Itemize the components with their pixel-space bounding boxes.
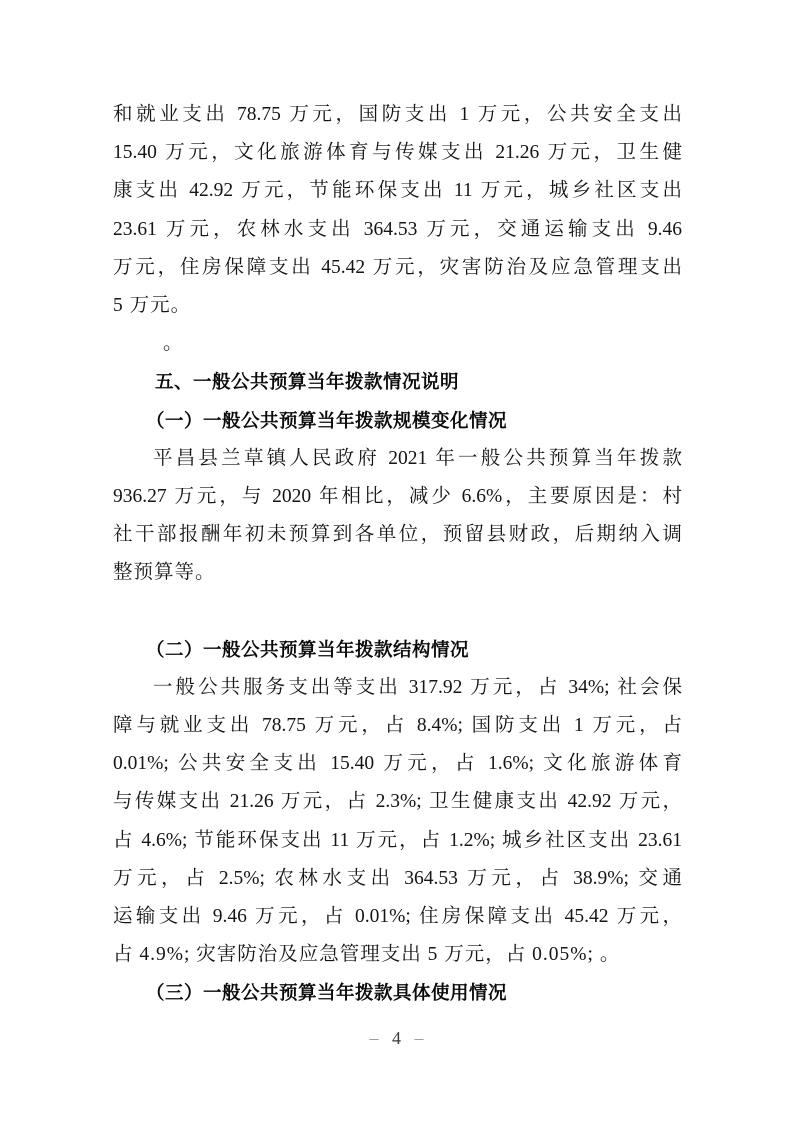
section-heading-5: 五、一般公共预算当年拨款情况说明: [155, 371, 460, 393]
subsection-heading-3: （三）一般公共预算当年拨款具体使用情况: [146, 982, 508, 1004]
text-line: 一般公共服务支出等支出 317.92 万元，占 34%; 社会保: [153, 676, 682, 698]
page-number-value: 4: [392, 1028, 401, 1048]
text-line: 占 4.9%; 灾害防治及应急管理支出 5 万元，占 0.05%; 。: [113, 944, 621, 966]
subsection-heading-2: （二）一般公共预算当年拨款结构情况: [146, 638, 470, 660]
text-line: 万元，占 2.5%; 农林水支出 364.53 万元，占 38.9%; 交通: [113, 867, 682, 889]
text-line: 万元，住房保障支出 45.42 万元，灾害防治及应急管理支出: [113, 256, 682, 278]
text-line: 936.27 万元，与 2020 年相比，减少 6.6%，主要原因是：村: [113, 485, 682, 507]
text-line: 整预算等。: [113, 562, 216, 584]
text-line: 平昌县兰草镇人民政府 2021 年一般公共预算当年拨款: [153, 447, 682, 469]
text-line: 和就业支出 78.75 万元，国防支出 1 万元，公共安全支出: [113, 104, 682, 125]
page-number: [0, 1026, 793, 1050]
subsection-heading-1: （一）一般公共预算当年拨款规模变化情况: [146, 409, 508, 431]
text-line: 社干部报酬年初未预算到各单位，预留县财政，后期纳入调: [113, 524, 682, 546]
text-line: 康支出 42.92 万元，节能环保支出 11 万元，城乡社区支出: [113, 180, 682, 202]
text-line: 0.01%; 公共安全支出 15.40 万元，占 1.6%; 文化旅游体育: [113, 753, 682, 775]
text-line: 与传媒支出 21.26 万元，占 2.3%; 卫生健康支出 42.92 万元，: [113, 791, 682, 813]
text-line: 15.40 万元，文化旅游体育与传媒支出 21.26 万元，卫生健: [113, 142, 682, 164]
text-line: 障与就业支出 78.75 万元，占 8.4%; 国防支出 1 万元，占: [113, 715, 682, 736]
text-line: 运输支出 9.46 万元，占 0.01%; 住房保障支出 45.42 万元，: [113, 905, 682, 927]
document-content: [113, 96, 682, 1013]
blank-line: [113, 592, 682, 630]
stray-period-line: 。: [163, 333, 183, 355]
text-line: 5 万元。: [113, 294, 192, 316]
page-number-dash-left: –: [369, 1028, 379, 1048]
text-line: 占 4.6%; 节能环保支出 11 万元，占 1.2%; 城乡社区支出 23.61: [113, 829, 682, 851]
text-line: 23.61 万元，农林水支出 364.53 万元，交通运输支出 9.46: [113, 218, 682, 240]
page-number-dash-right: –: [414, 1028, 424, 1048]
